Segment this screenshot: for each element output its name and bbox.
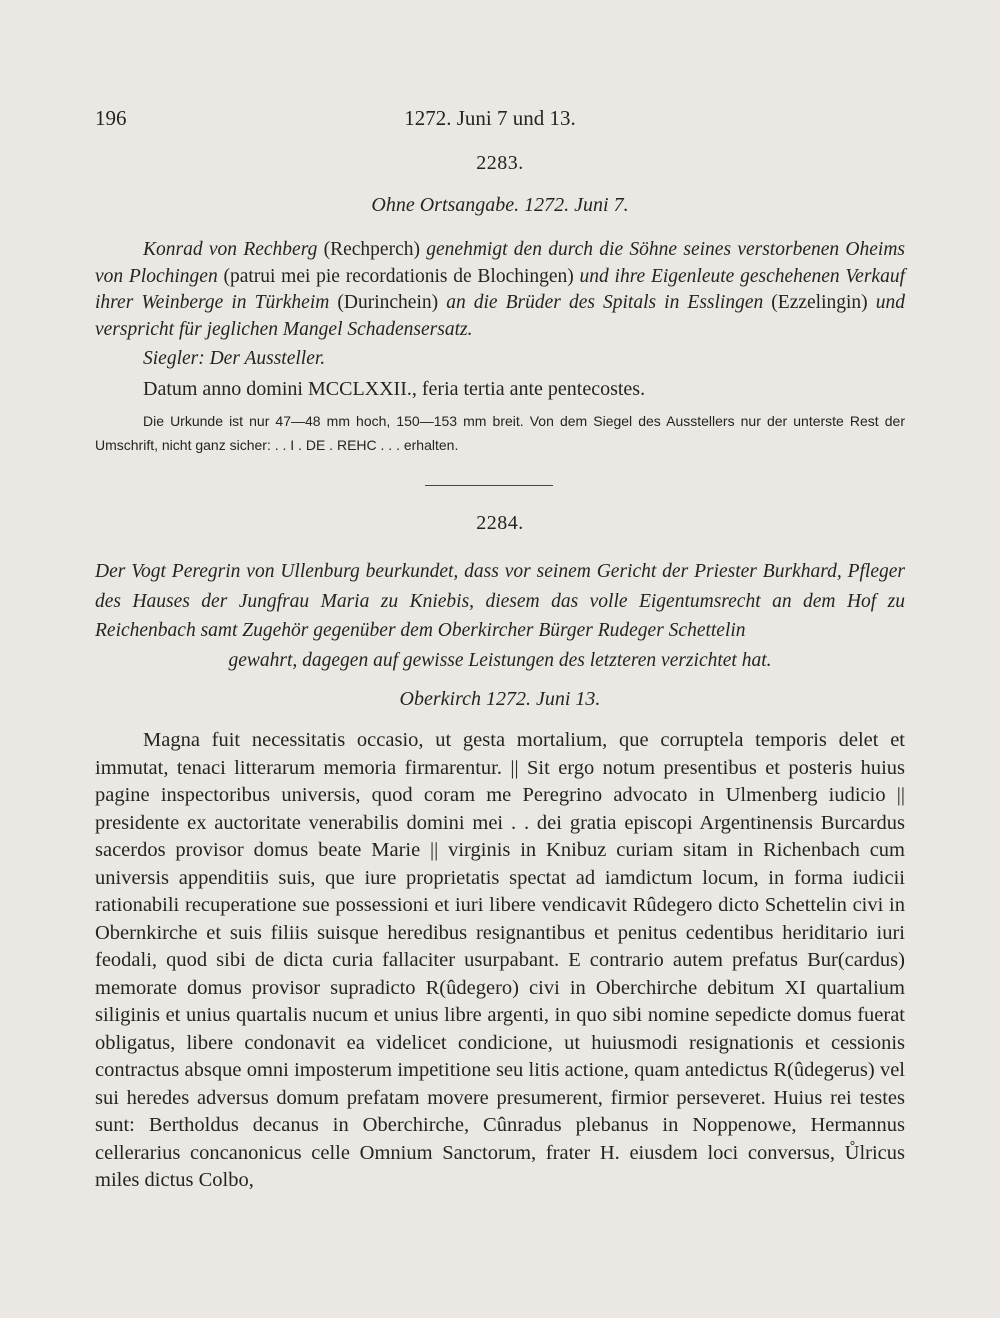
abstract-2283-part: und verspricht für jeglichen Mangel Schadensersatz. [95, 292, 905, 340]
abstract-2283-part: (patrui mei pie recordationis de Blochingen) [217, 265, 580, 287]
abstract-2283-part: (Ezzelingin) [763, 292, 876, 313]
document-number-2284: 2284. [476, 512, 524, 534]
abstract-2283-part: und ihre Eigenleute geschehenen Verkauf ihrer Weinberge in Türkheim [95, 265, 905, 313]
footnote-2283 [95, 409, 905, 457]
page-header [95, 106, 905, 136]
charter-text-paragraph: Magna fuit necessitatis occasio, ut gesta mortalium, que corruptela temporis delet et immutat, tenaci litterarum memoria firmarentur. || Sit ergo notum presentibus et posteris huius pagine inspectoribus universis, quod coram me Peregrino advocato in Ulmenberg iudicio || presidente ex auctoritate venerabilis domini mei . . dei gratia episcopi Argentinensis Burcardus sacerdos provisor domus beate Marie || virginis in Knibuz curiam sitam in Richenbach cum universis appenditiis suis, que iure proprietatis spectat ad iamdictum locum, in forma iudicii rationabili recuperatione sue possessioni et iuri libere vendicavit Rûdegero dicto Schettelin civi in Obernkirche et suis filiis suisque heredibus resignantibus et penitus cedentibus heriditario iuri feodali, quod sibi de dicta curia fallaciter usurpabant. E contrario autem prefatus Bur(cardus) memorate domus provisor supradicto R(ûdegero) civi in Oberchirche debitum XI quartalium siliginis et unius quartalis nucum et unius libre argenti, in quo sibi nomine sepedicte domus fuerat obligatus, libere condonavit ea videlicet condicione, ut huiusmodi resignationis et cessionis contractus absque omni imposterum impetitione seu litis actione, quam antedictus R(ûdegerus) vel sui heredes adversus domum prefatam movere presumerent, firmior perseveret. Huius rei testes sunt: Bertholdus decanus in Oberchirche, Cûnradus plebanus in Noppenowe, Hermannus cellerarius concanonicus celle Omnium Sanctorum, frater H. eiusdem loci conversus, Ůlricus miles dictus Colbo, [95, 729, 905, 1191]
datum-line: Datum anno domini MCCLXXII., feria tertia ante pentecostes. [143, 378, 646, 400]
siegler-line: Siegler: Der Aussteller. [143, 348, 326, 369]
document-number-2283: 2283. [476, 152, 524, 174]
abstract-2283-part: Konrad von Rechberg [143, 239, 318, 260]
footnote-text: Die Urkunde ist nur 47—48 mm hoch, 150—153 mm breit. Von dem Siegel des Ausstellers nur der unterste Rest der Umschrift, nicht ganz sicher: . . I . DE . REHC . . . erhalten. [95, 413, 905, 453]
abstract-2283-part: an die Brüder des Spitals in Esslingen [446, 292, 764, 313]
section-divider [425, 485, 553, 486]
place-date-2283: Ohne Ortsangabe. 1272. Juni 7. [371, 194, 629, 216]
abstract-2283 [95, 237, 905, 343]
abstract-2284-last-line: gewahrt, dagegen auf gewisse Leistungen des letzteren verzichtet hat. [228, 649, 772, 671]
place-date-2284: Oberkirch 1272. Juni 13. [399, 688, 601, 710]
abstract-2283-part: genehmigt den durch die Söhne seines verstorbenen Oheims von Plochingen [95, 239, 905, 287]
abstract-2284 [95, 557, 905, 675]
abstract-2283-part: (Rechperch) [317, 239, 427, 260]
page-number: 196 [95, 106, 127, 130]
charter-text-2284 [95, 727, 905, 1195]
running-head-dates: 1272. Juni 7 und 13. [404, 106, 576, 130]
abstract-2284-main: Der Vogt Peregrin von Ullenburg beurkundet, dass vor seinem Gericht der Priester Burkhard, Pfleger des Hauses der Jungfrau Maria zu Kniebis, diesem das volle Eigentumsrecht an dem Hof zu Reichenbach samt Zugehör gegenüber dem Oberkircher Bürger Rudeger Schettelin [95, 561, 905, 641]
abstract-2283-part: (Durinchein) [329, 292, 447, 313]
